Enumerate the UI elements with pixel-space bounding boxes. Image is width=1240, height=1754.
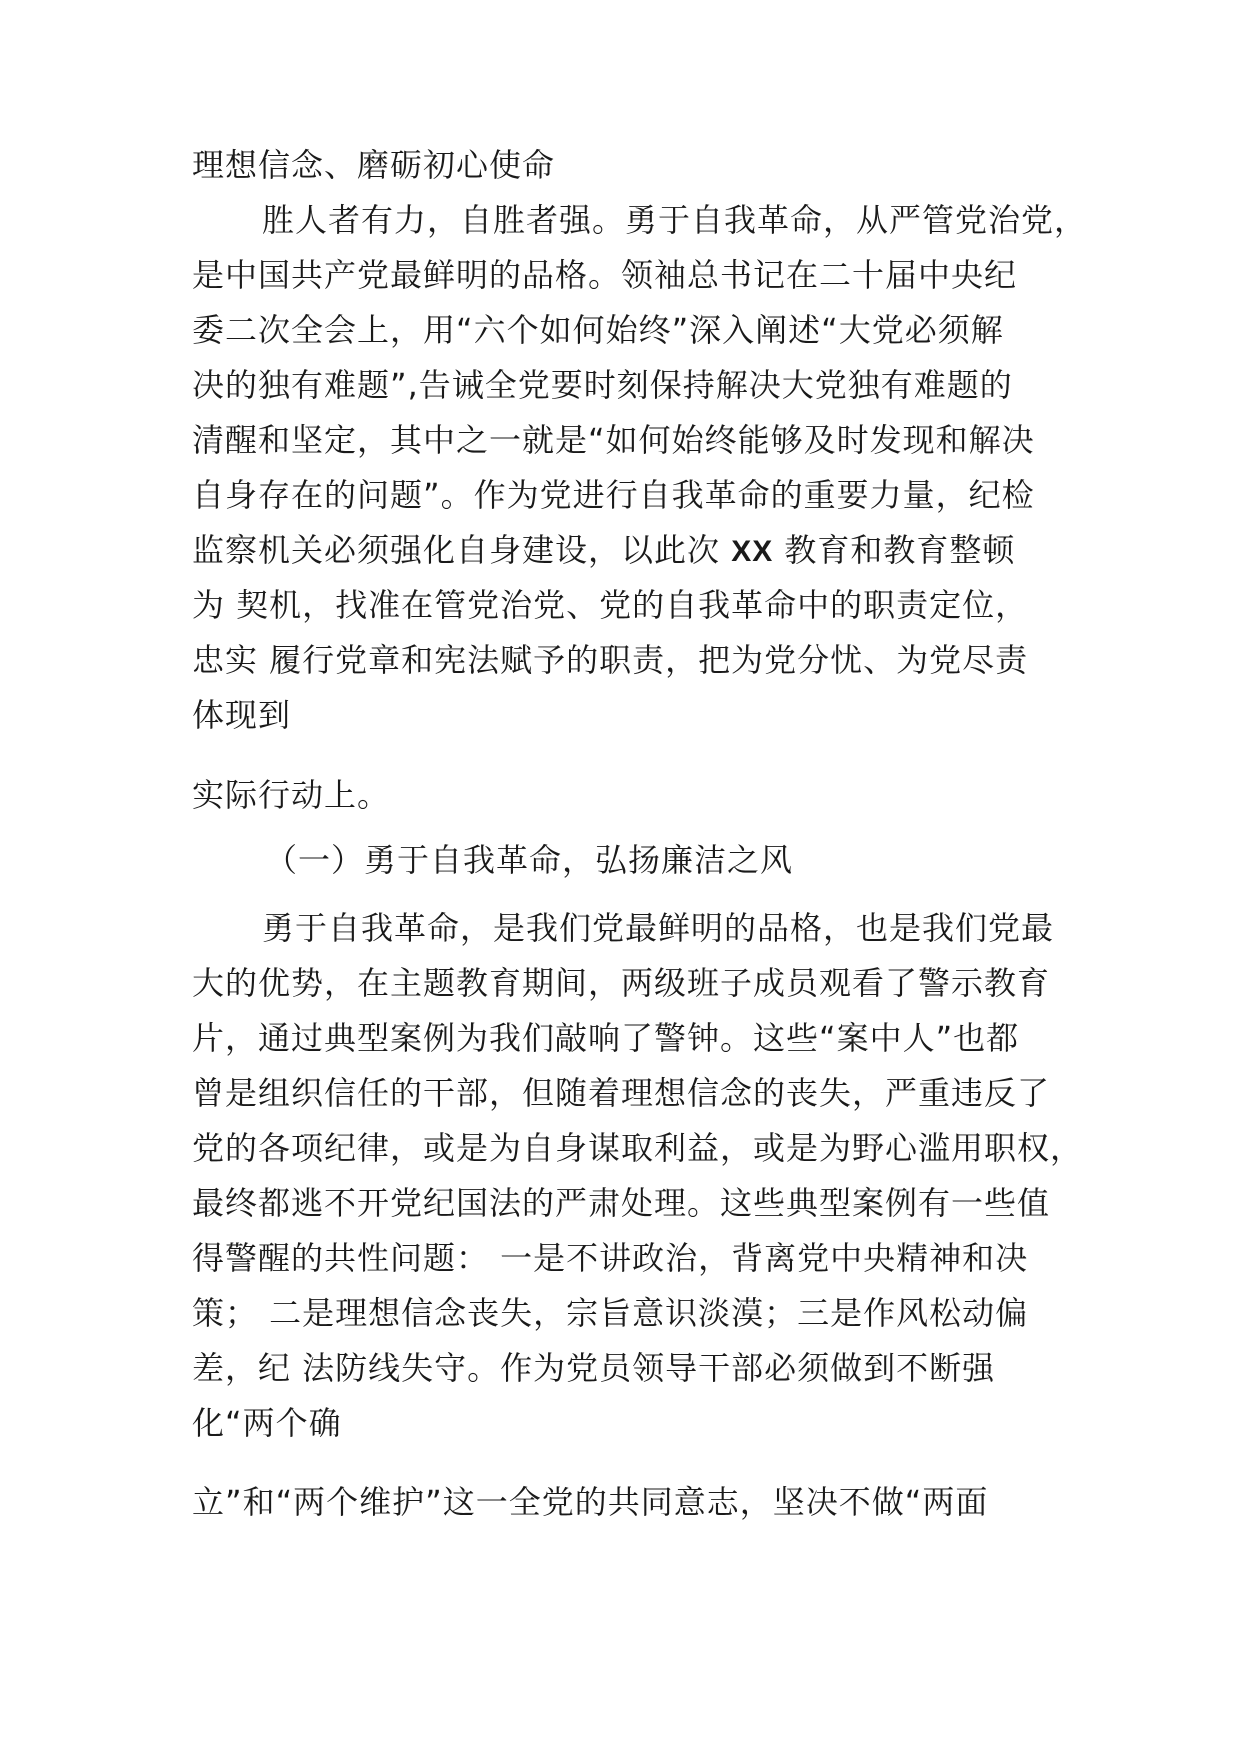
paragraph-2-line-11: 立”和“两个维护”这一全党的共同意志，坚决不做“两面 <box>192 1483 989 1521</box>
paragraph-1-line-11: 实际行动上。 <box>192 776 391 814</box>
paragraph-2-line-7: 得警醒的共性问题： 一是不讲政治，背离党中央精神和决 <box>192 1239 1029 1277</box>
paragraph-1-line-6: 自身存在的问题”。作为党进行自我革命的重要力量，纪检 <box>192 476 1035 514</box>
paragraph-1-line-2: 是中国共产党最鲜明的品格。领袖总书记在二十届中央纪 <box>192 256 1018 294</box>
paragraph-1-line-5: 清醒和坚定，其中之一就是“如何始终能够及时发现和解决 <box>192 421 1035 459</box>
paragraph-2-line-9: 差，纪 法防线失守。作为党员领导干部必须做到不断强 <box>192 1349 996 1387</box>
paragraph-2-line-5: 党的各项纪律，或是为自身谋取利益，或是为野心滥用职权， <box>192 1129 1084 1167</box>
paragraph-1-line-7 <box>192 530 1015 572</box>
text-line-1: 理想信念、磨砺初心使命 <box>192 146 556 184</box>
paragraph-1-line-7-start: 监察机关必须强化自身建设，以此次 <box>192 531 721 569</box>
paragraph-1-line-9: 忠实 履行党章和宪法赋予的职责，把为党分忧、为党尽责 <box>192 641 1029 679</box>
paragraph-2-line-8: 策； 二是理想信念丧失，宗旨意识淡漠；三是作风松动偏 <box>192 1294 1029 1332</box>
paragraph-1-line-8: 为 契机，找准在管党治党、党的自我革命中的职责定位， <box>192 586 1029 624</box>
section-heading: （一）勇于自我革命，弘扬廉洁之风 <box>265 841 794 879</box>
paragraph-2-line-3: 片，通过典型案例为我们敲响了警钟。这些“案中人”也都 <box>192 1019 1020 1057</box>
paragraph-2-line-1: 勇于自我革命，是我们党最鲜明的品格，也是我们党最 <box>262 909 1055 947</box>
paragraph-2-line-4: 曾是组织信任的干部，但随着理想信念的丧失，严重违反了 <box>192 1074 1051 1112</box>
paragraph-1-line-3: 委二次全会上，用“六个如何始终”深入阐述“大党必须解 <box>192 311 1004 349</box>
paragraph-1-line-1: 胜人者有力，自胜者强。勇于自我革命，从严管党治党， <box>262 201 1088 239</box>
placeholder-xx: XX <box>731 535 774 568</box>
paragraph-1-line-4: 决的独有难题”,告诫全党要时刻保持解决大党独有难题的 <box>192 366 1013 404</box>
paragraph-2-line-10: 化“两个确 <box>192 1404 342 1442</box>
paragraph-1-line-7-end: 教育和教育整顿 <box>784 531 1016 569</box>
paragraph-1-line-10: 体现到 <box>192 696 292 734</box>
paragraph-2-line-2: 大的优势，在主题教育期间，两级班子成员观看了警示教育 <box>192 964 1051 1002</box>
paragraph-2-line-6: 最终都逃不开党纪国法的严肃处理。这些典型案例有一些值 <box>192 1184 1051 1222</box>
